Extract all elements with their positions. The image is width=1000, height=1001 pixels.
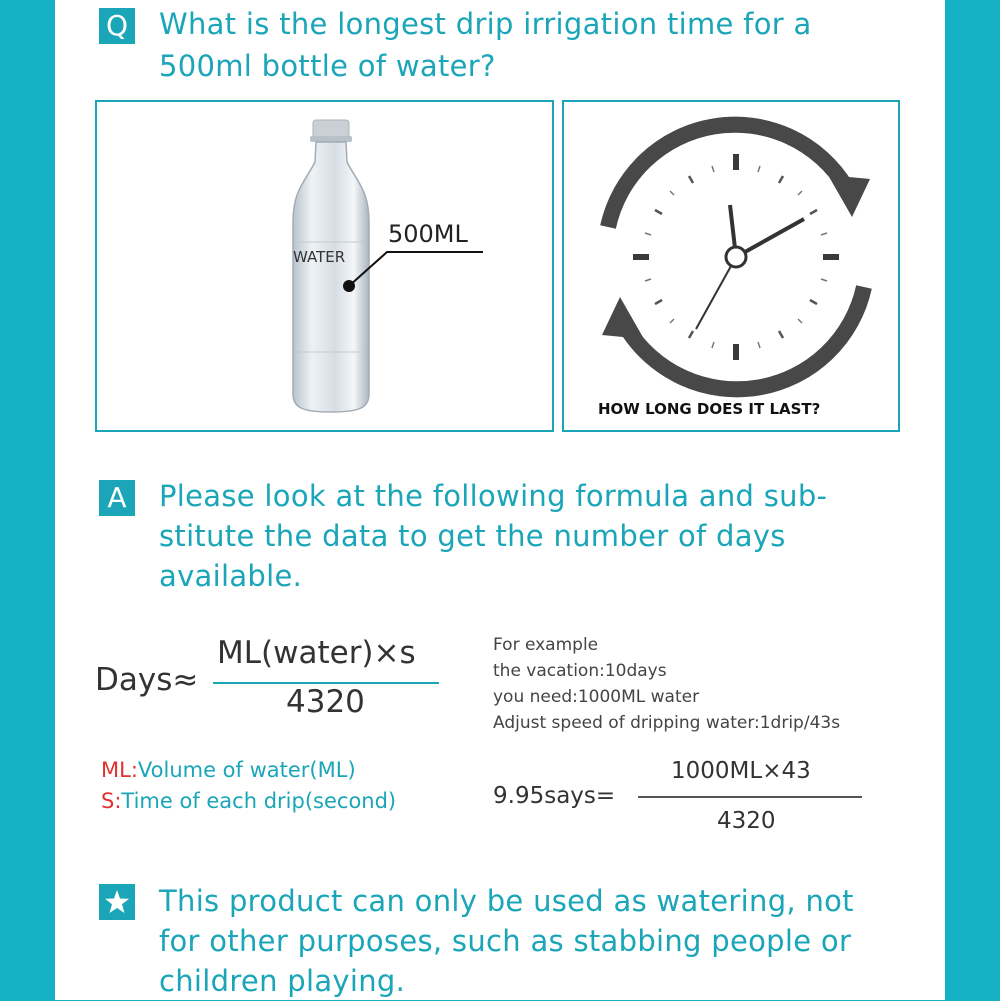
star-icon — [99, 884, 135, 920]
legend-ml — [101, 758, 356, 782]
clock-icon — [564, 102, 898, 402]
formula-lhs: Days≈ — [95, 662, 199, 698]
bottle-image-frame — [95, 100, 554, 432]
example-line-1: For example — [493, 635, 599, 655]
water-label: WATER — [293, 248, 346, 266]
volume-label: 500ML — [388, 220, 468, 248]
water-bottle-illustration — [97, 102, 552, 430]
answer-line-2: stitute the data to get the number of days — [159, 519, 786, 553]
legend-ml-key: ML: — [101, 758, 138, 782]
legend-s-key: S: — [101, 789, 122, 813]
legend-s — [101, 789, 396, 813]
example-line-2: the vacation:10days — [493, 661, 667, 681]
legend-ml-text: Volume of water(ML) — [137, 758, 356, 782]
example-fraction-bar — [638, 796, 862, 798]
note-line-3: children playing. — [159, 964, 406, 998]
example-numerator: 1000ML×43 — [671, 758, 811, 784]
answer-line-3: available. — [159, 559, 303, 593]
answer-badge: A — [99, 480, 135, 516]
note-line-2: for other purposes, such as stabbing people or — [159, 924, 852, 958]
question-badge: Q — [99, 8, 135, 44]
content-panel — [55, 0, 945, 1000]
question-line-2: 500ml bottle of water? — [159, 49, 496, 83]
note-badge — [99, 884, 135, 920]
question-line-1: What is the longest drip irrigation time for a — [159, 7, 812, 41]
note-line-1: This product can only be used as watering, not — [159, 884, 854, 918]
answer-line-1: Please look at the following formula and sub- — [159, 479, 828, 513]
formula-denominator: 4320 — [286, 684, 365, 720]
example-line-4: Adjust speed of dripping water:1drip/43s — [493, 713, 841, 733]
legend-s-text: Time of each drip(second) — [121, 789, 397, 813]
clock-image-frame — [562, 100, 900, 432]
clock-caption: HOW LONG DOES IT LAST? — [598, 400, 821, 418]
formula-numerator: ML(water)×s — [217, 635, 416, 671]
example-line-3: you need:1000ML water — [493, 687, 700, 707]
example-denominator: 4320 — [717, 808, 776, 834]
example-lhs: 9.95says= — [493, 783, 616, 809]
